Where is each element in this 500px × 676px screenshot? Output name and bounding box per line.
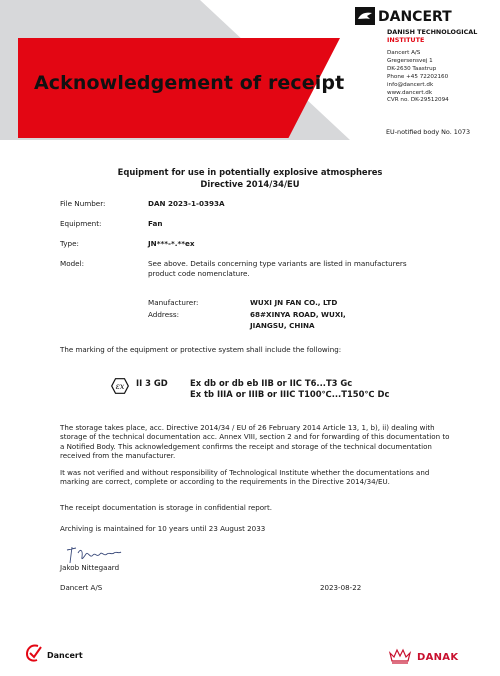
footer-dancert: Dancert <box>47 651 83 660</box>
document-heading <box>0 166 500 190</box>
address-line: CVR no. DK-29512094 <box>387 97 449 104</box>
address-line-2: JIANGSU, CHINA <box>250 321 315 330</box>
file-number-value: DAN 2023-1-0393A <box>148 199 225 208</box>
marking-line-1: Ex db or db eb IIB or IIC T6...T3 Gc <box>190 378 353 388</box>
address-line: Dancert A/S <box>387 50 421 56</box>
type-value: JN***-*.**ex <box>148 239 195 248</box>
dancert-check-icon <box>26 643 42 663</box>
archiving-paragraph: Archiving is maintained for 10 years until 23 August 2033 <box>60 524 266 533</box>
address-line: www.dancert.dk <box>387 89 433 96</box>
confidential-paragraph: The receipt documentation is storage in confidential report. <box>60 503 272 512</box>
address-line: info@dancert.dk <box>387 81 434 88</box>
marking-line-2: Ex tb IIIA or IIIB or IIIC T100℃...T150℃ Dc <box>190 389 390 399</box>
ex-hexagon-icon <box>111 378 129 394</box>
address-line-1: 68#XINYA ROAD, WUXI, <box>250 310 346 319</box>
equipment-value: Fan <box>148 219 163 228</box>
company-address <box>387 50 449 105</box>
equipment-group: II 3 GD <box>136 378 168 388</box>
manufacturer-label: Manufacturer: <box>148 298 199 307</box>
signatory-company: Dancert A/S <box>60 583 103 592</box>
document-title: Acknowledgement of receipt <box>34 72 345 94</box>
model-value: See above. Details concerning type variants are listed in manufacturers product code nomenclature. <box>148 259 407 278</box>
brand-name: DANCERT <box>378 9 452 25</box>
equipment-label: Equipment: <box>60 219 102 228</box>
footer-danak: DANAK <box>417 652 459 663</box>
address-line: Gregersensvej 1 <box>387 57 433 64</box>
heading-line-2: Directive 2014/34/EU <box>200 179 300 189</box>
marking-intro: The marking of the equipment or protective system shall include the following: <box>60 345 342 354</box>
address-line: Phone +45 72202160 <box>387 73 449 80</box>
brand-subtitle-2: INSTITUTE <box>387 36 425 44</box>
verification-paragraph: It was not verified and without responsibility of Technological Institute whether the documentations and marking are correct, complete or according to the requirements in the Directive 2014/34/EU. <box>60 468 430 487</box>
model-label: Model: <box>60 259 85 268</box>
svg-text:εx: εx <box>115 382 125 391</box>
signatory-name: Jakob Nittegaard <box>60 563 120 572</box>
manufacturer-value: WUXI JN FAN CO., LTD <box>250 298 338 307</box>
signature-date: 2023-08-22 <box>320 583 362 592</box>
address-line: DK-2630 Taastrup <box>387 65 437 72</box>
danak-crown-icon <box>388 647 412 664</box>
heading-line-1: Equipment for use in potentially explosive atmospheres <box>117 167 383 177</box>
eu-notified-body: EU-notified body No. 1073 <box>386 128 471 136</box>
dancert-logo-icon <box>355 7 375 25</box>
storage-paragraph: The storage takes place, acc. Directive 2014/34 / EU of 26 February 2014 Article 13, 1, b), ii) dealing with storage of the technical documentation acc. Annex VIII, section 2 and for forwarding of this documentation to a Notified Body. This acknowledgement confirms the receipt and storage of the technical documentation received from the manufacturer. <box>60 423 450 461</box>
type-label: Type: <box>60 239 79 248</box>
brand-subtitle-1: DANISH TECHNOLOGICAL <box>387 28 478 36</box>
address-label: Address: <box>148 310 180 319</box>
file-number-label: File Number: <box>60 199 106 208</box>
